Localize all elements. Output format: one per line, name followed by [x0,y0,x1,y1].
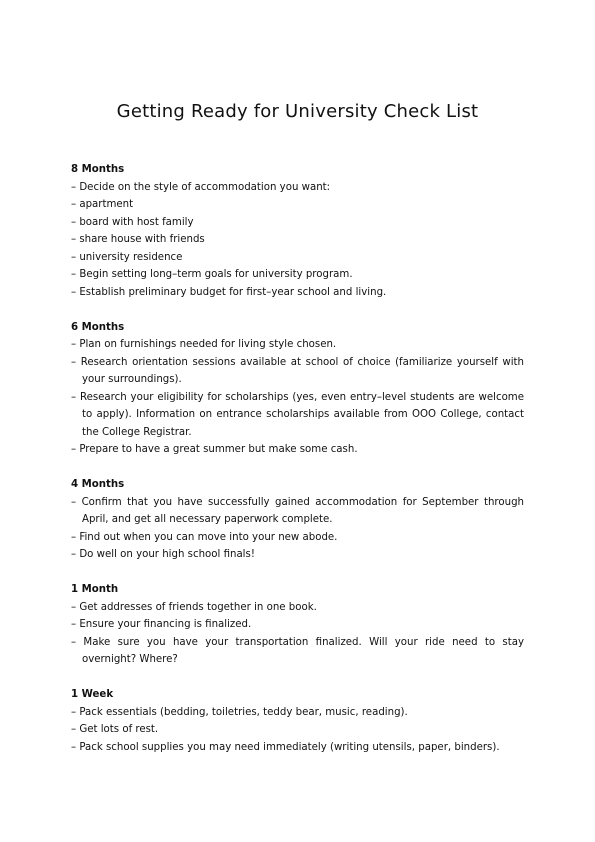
checklist-content [71,161,524,774]
section-1-month [71,581,524,669]
list-item: – Pack school supplies you may need immediately (writing utensils, paper, binders). [71,741,500,753]
list-item: – board with host family [71,216,194,228]
section-heading: 1 Week [71,689,114,700]
section-6-months [71,319,524,459]
list-item: – university residence [71,251,183,263]
list-item: – Pack essentials (bedding, toiletries, teddy bear, music, reading). [71,706,408,718]
list-item: – Plan on furnishings needed for living style chosen. [71,339,337,350]
list-item: – Confirm that you have successfully gained accommodation for September through April, and get all necessary paperwork complete. [71,496,524,525]
list-item: – Get addresses of friends together in one book. [71,601,317,613]
section-heading: 1 Month [71,584,119,595]
page-title: Getting Ready for University Check List [116,101,479,122]
list-item: – Begin setting long–term goals for university program. [71,269,353,280]
section-heading: 6 Months [71,321,125,333]
list-item: – share house with friends [71,234,205,245]
section-8-months [71,161,524,301]
list-item: – Decide on the style of accommodation you want: [71,181,331,193]
list-item: – Ensure your financing is finalized. [71,619,252,630]
list-item: – Research orientation sessions available at school of choice (familiarize yourself with your surroundings). [71,356,524,385]
list-item: – Prepare to have a great summer but make some cash. [71,444,358,455]
section-heading: 8 Months [71,164,125,175]
list-item: – Do well on your high school finals! [71,549,255,560]
section-heading: 4 Months [71,479,125,490]
list-item: – Find out when you can move into your new abode. [71,531,338,543]
list-item: – Make sure you have your transportation finalized. Will your ride need to stay overnight? Where? [71,636,524,665]
list-item: – Establish preliminary budget for first–year school and living. [71,286,387,298]
section-1-week [71,686,524,756]
list-item: – Get lots of rest. [71,724,159,735]
list-item: – Research your eligibility for scholarships (yes, even entry–level students are welcome to apply). Information on entrance scholarships available from OOO College, contact the College Registrar. [71,391,524,438]
section-4-months [71,476,524,564]
list-item: – apartment [71,199,134,210]
